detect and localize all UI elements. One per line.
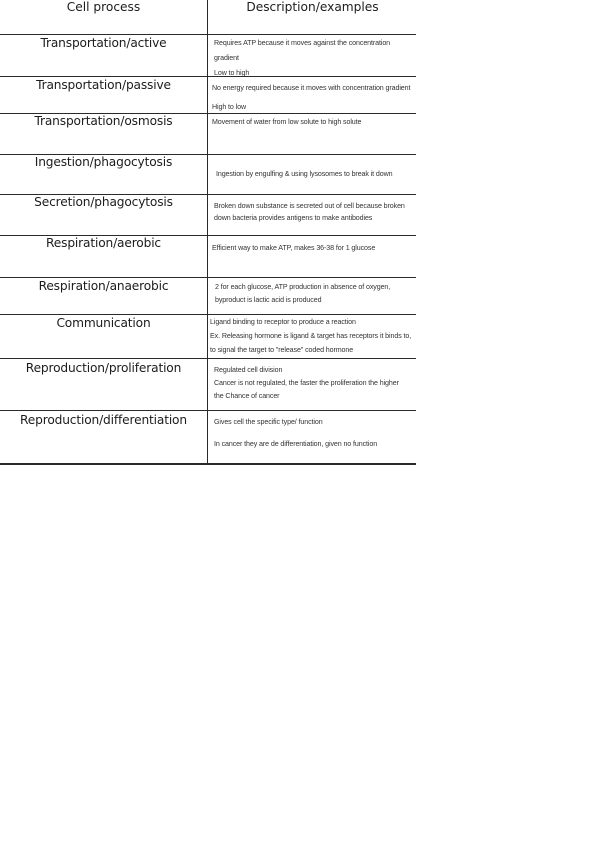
process-name: Transportation/active [40, 36, 167, 50]
description-line: 2 for each glucose, ATP production in absence of oxygen, [215, 283, 391, 291]
process-cell [0, 236, 208, 277]
description-line: Cancer is not regulated, the faster the proliferation the higher [214, 379, 399, 387]
process-name: Reproduction/proliferation [25, 361, 182, 375]
description-line: No energy required because it moves with concentration gradient [212, 84, 411, 92]
process-cell [0, 155, 208, 194]
table-row [0, 77, 416, 114]
description-line: Regulated cell division [214, 366, 283, 374]
header-row [0, 0, 416, 35]
process-cell [0, 315, 208, 358]
description-cell [209, 77, 416, 113]
description-line: byproduct is lactic acid is produced [215, 296, 322, 304]
description-line: In cancer they are de differentiation, given no function [214, 440, 378, 448]
description-cell [209, 155, 416, 194]
table-row [0, 359, 416, 411]
description-line: to signal the target to "release" coded hormone [210, 346, 354, 354]
description-line: Ex. Releasing hormone is ligand & target has receptors it binds to, [210, 332, 412, 340]
description-cell [209, 35, 416, 76]
description-line: down bacteria provides antigens to make antibodies [214, 214, 373, 222]
description-line: Movement of water from low solute to high solute [212, 118, 362, 126]
description-line: Low to high [214, 69, 250, 77]
process-cell [0, 114, 208, 154]
header-cell-process [0, 0, 208, 34]
description-line: High to low [212, 103, 246, 111]
description-text [216, 167, 392, 182]
description-cell [209, 278, 416, 314]
description-line: Ingestion by engulfing & using lysosomes to break it down [216, 170, 393, 178]
process-name: Transportation/osmosis [34, 114, 173, 128]
process-name: Reproduction/differentiation [20, 413, 187, 427]
description-text [214, 364, 399, 403]
description-cell [209, 359, 416, 410]
process-cell [0, 77, 208, 113]
description-cell [209, 236, 416, 277]
description-text [212, 79, 410, 117]
process-table [0, 0, 416, 465]
description-line: Gives cell the specific type/ function [214, 418, 323, 426]
table-row [0, 236, 416, 278]
table-row [0, 195, 416, 236]
table-row [0, 114, 416, 155]
description-line [214, 428, 377, 439]
description-line: the Chance of cancer [214, 392, 280, 400]
process-cell [0, 278, 208, 314]
process-name: Secretion/phagocytosis [34, 195, 173, 209]
table-row [0, 155, 416, 195]
process-name: Ingestion/phagocytosis [34, 155, 173, 169]
description-text [215, 281, 390, 307]
process-name: Respiration/aerobic [46, 236, 161, 250]
description-line: gradient [214, 54, 239, 62]
process-cell [0, 411, 208, 463]
description-cell [209, 315, 416, 358]
description-cell [209, 411, 416, 463]
process-name: Transportation/passive [36, 78, 171, 92]
description-text [210, 315, 411, 357]
table-row [0, 411, 416, 465]
table-row [0, 315, 416, 359]
description-cell [209, 114, 416, 154]
description-line: Requires ATP because it moves against the concentration [214, 39, 391, 47]
table-row [0, 278, 416, 315]
description-line: Broken down substance is secreted out of cell because broken [214, 202, 405, 210]
description-text [214, 36, 390, 81]
process-cell [0, 359, 208, 410]
description-text [214, 200, 405, 224]
process-cell [0, 195, 208, 235]
header-description-label: Description/examples [246, 0, 379, 14]
process-cell [0, 35, 208, 76]
header-cell-description [209, 0, 416, 34]
description-text [212, 115, 361, 130]
process-name: Communication [56, 316, 151, 330]
description-text [212, 241, 375, 256]
description-line: Ligand binding to receptor to produce a reaction [210, 318, 356, 326]
description-text [214, 417, 377, 450]
table-row [0, 35, 416, 77]
header-process-label: Cell process [66, 0, 141, 14]
description-line: Efficient way to make ATP, makes 36-38 for 1 glucose [212, 244, 376, 252]
process-name: Respiration/anaerobic [38, 279, 169, 293]
description-cell [209, 195, 416, 235]
